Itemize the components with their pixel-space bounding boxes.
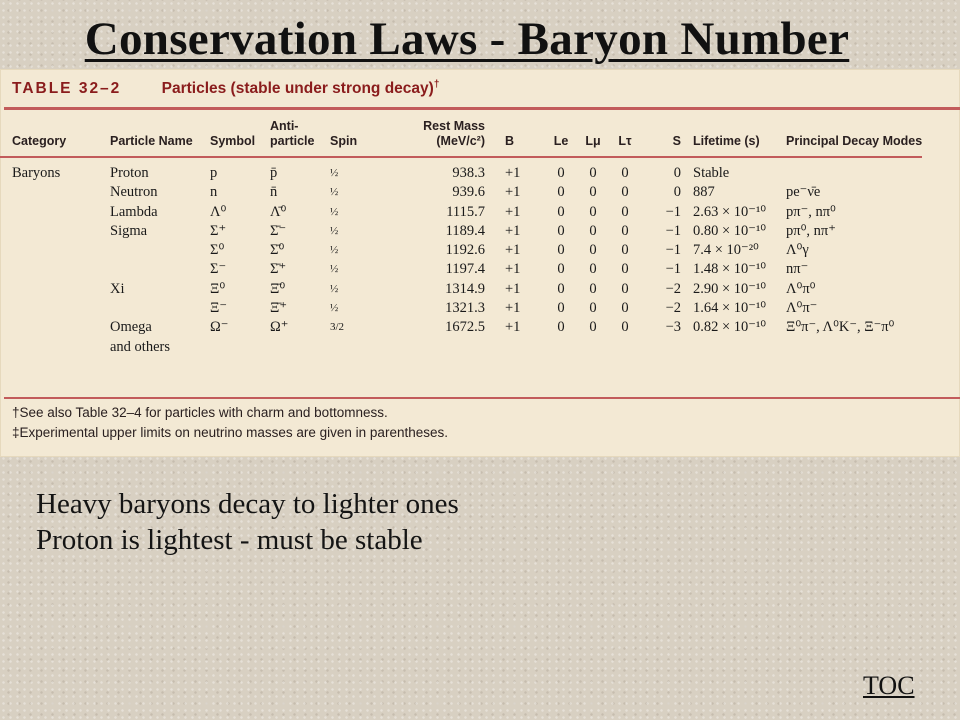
cell-spin: ½ bbox=[330, 244, 339, 257]
table-row bbox=[0, 222, 922, 241]
cell-antiparticle: Λ̄⁰ bbox=[270, 203, 287, 220]
cell-b: +1 bbox=[505, 222, 521, 239]
cell-spin: ½ bbox=[330, 263, 339, 276]
cell-spin: ½ bbox=[330, 205, 339, 218]
header-decay-modes: Principal Decay Modes bbox=[786, 134, 923, 148]
cell-lmu: 0 bbox=[589, 300, 597, 317]
cell-b bbox=[505, 338, 545, 357]
table-heading bbox=[12, 79, 439, 98]
cell-symbol: Σ⁰ bbox=[210, 242, 225, 259]
cell-lmu bbox=[577, 338, 609, 357]
cell-rest-mass: 1321.3 bbox=[445, 300, 485, 317]
cell-particle-name bbox=[110, 241, 210, 260]
cell-lifetime: 2.63 × 10⁻¹⁰ bbox=[693, 203, 767, 220]
cell-s: −3 bbox=[665, 319, 681, 336]
cell-particle-name: Lambda bbox=[110, 203, 158, 220]
cell-le: 0 bbox=[557, 261, 565, 278]
table-footnotes bbox=[12, 403, 448, 443]
cell-category bbox=[0, 338, 110, 357]
cell-ltau: 0 bbox=[621, 242, 629, 259]
cell-le: 0 bbox=[557, 300, 565, 317]
header-le: Le bbox=[553, 134, 569, 148]
table-row bbox=[0, 338, 922, 357]
cell-b: +1 bbox=[505, 184, 521, 201]
table-row bbox=[0, 280, 922, 299]
header-category: Category bbox=[12, 134, 67, 148]
cell-ltau: 0 bbox=[621, 319, 629, 336]
cell-particle-name: Proton bbox=[110, 165, 149, 181]
header-b: B bbox=[505, 134, 515, 148]
cell-category bbox=[0, 299, 110, 318]
cell-decay-modes: pπ⁻, nπ⁰ bbox=[786, 203, 836, 220]
cell-s: −1 bbox=[665, 242, 681, 259]
cell-spin: 3/2 bbox=[330, 321, 345, 334]
cell-b: +1 bbox=[505, 319, 521, 336]
header-rest-mass: Rest Mass (MeV/c²) bbox=[423, 119, 485, 148]
cell-decay-modes: Λ⁰π⁰ bbox=[786, 280, 816, 297]
cell-symbol: Ω⁻ bbox=[210, 319, 229, 336]
cell-ltau: 0 bbox=[621, 203, 629, 220]
cell-le: 0 bbox=[557, 165, 565, 181]
cell-symbol: Σ⁻ bbox=[210, 261, 227, 278]
cell-rest-mass: 1189.4 bbox=[445, 222, 485, 239]
cell-particle-name: Neutron bbox=[110, 184, 158, 201]
cell-spin: ½ bbox=[330, 282, 339, 295]
cell-category bbox=[0, 241, 110, 260]
cell-lifetime: 7.4 × 10⁻²⁰ bbox=[693, 242, 759, 259]
caption-footnote-mark: † bbox=[433, 79, 440, 90]
cell-lifetime: 0.82 × 10⁻¹⁰ bbox=[693, 319, 767, 336]
cell-decay-modes bbox=[786, 338, 922, 357]
cell-spin: ½ bbox=[330, 224, 339, 237]
cell-antiparticle: Ω⁺ bbox=[270, 319, 289, 336]
cell-le: 0 bbox=[557, 184, 565, 201]
cell-particle-name: Xi bbox=[110, 280, 125, 297]
cell-decay-modes: Λ⁰γ bbox=[786, 242, 809, 259]
table-bottom-rule bbox=[4, 397, 960, 399]
header-lmu: Lμ bbox=[585, 134, 601, 148]
cell-ltau: 0 bbox=[621, 184, 629, 201]
cell-s: −1 bbox=[665, 222, 681, 239]
cell-lmu: 0 bbox=[589, 319, 597, 336]
cell-category bbox=[0, 318, 110, 337]
cell-antiparticle bbox=[270, 338, 330, 357]
header-ltau: Lτ bbox=[618, 134, 632, 148]
body-line: Proton is lightest - must be stable bbox=[36, 524, 423, 556]
cell-symbol: Λ⁰ bbox=[210, 203, 227, 220]
cell-b: +1 bbox=[505, 280, 521, 297]
cell-symbol: p bbox=[210, 165, 218, 181]
cell-symbol: n bbox=[210, 184, 218, 201]
cell-rest-mass bbox=[385, 338, 505, 357]
footnote: †See also Table 32–4 for particles with charm and bottomness. bbox=[12, 405, 388, 420]
cell-particle-name: Omega bbox=[110, 319, 152, 336]
cell-lifetime bbox=[693, 338, 786, 357]
cell-antiparticle: Σ̄⁰ bbox=[270, 242, 285, 259]
cell-rest-mass: 1672.5 bbox=[445, 319, 485, 336]
cell-b: +1 bbox=[505, 165, 521, 181]
cell-category: Baryons bbox=[12, 165, 61, 181]
cell-spin bbox=[330, 338, 385, 357]
cell-lmu: 0 bbox=[589, 184, 597, 201]
cell-lmu: 0 bbox=[589, 261, 597, 278]
cell-symbol: Σ⁺ bbox=[210, 222, 227, 239]
cell-ltau: 0 bbox=[621, 222, 629, 239]
cell-decay-modes: pe⁻ν̄e bbox=[786, 184, 821, 201]
particle-table-image bbox=[0, 69, 960, 457]
cell-ltau: 0 bbox=[621, 300, 629, 317]
header-lifetime: Lifetime (s) bbox=[693, 134, 760, 148]
cell-ltau: 0 bbox=[621, 165, 629, 181]
header-symbol: Symbol bbox=[210, 134, 256, 148]
cell-category bbox=[0, 280, 110, 299]
cell-lmu: 0 bbox=[589, 280, 597, 297]
cell-le: 0 bbox=[557, 242, 565, 259]
cell-s: 0 bbox=[673, 165, 681, 181]
cell-rest-mass: 1115.7 bbox=[446, 203, 485, 220]
slide-title: Conservation Laws - Baryon Number bbox=[84, 13, 850, 65]
cell-decay-modes bbox=[786, 158, 922, 183]
header-spin: Spin bbox=[330, 134, 358, 148]
cell-lifetime: 0.80 × 10⁻¹⁰ bbox=[693, 222, 767, 239]
cell-le: 0 bbox=[557, 222, 565, 239]
header-particle-name: Particle Name bbox=[110, 134, 193, 148]
cell-le: 0 bbox=[557, 203, 565, 220]
cell-antiparticle: Σ̄⁺ bbox=[270, 261, 287, 278]
cell-symbol: Ξ⁰ bbox=[210, 280, 226, 297]
table-caption: Particles (stable under strong decay) bbox=[161, 80, 434, 98]
cell-lifetime: 1.64 × 10⁻¹⁰ bbox=[693, 300, 767, 317]
table-row bbox=[0, 260, 922, 279]
cell-particle-name bbox=[110, 299, 210, 318]
table-row bbox=[0, 299, 922, 318]
table-row bbox=[0, 318, 922, 337]
cell-s: −1 bbox=[665, 261, 681, 278]
cell-category bbox=[0, 260, 110, 279]
cell-rest-mass: 1197.4 bbox=[445, 261, 485, 278]
cell-b: +1 bbox=[505, 300, 521, 317]
cell-s: 0 bbox=[673, 184, 681, 201]
table-row bbox=[0, 203, 922, 222]
table-row bbox=[0, 183, 922, 202]
particle-table bbox=[0, 119, 922, 357]
cell-rest-mass: 938.3 bbox=[452, 165, 485, 181]
table-body bbox=[0, 158, 922, 357]
cell-category bbox=[0, 222, 110, 241]
cell-particle-name bbox=[110, 260, 210, 279]
toc-link[interactable]: TOC bbox=[863, 671, 915, 700]
slide-body-text bbox=[36, 486, 459, 558]
cell-decay-modes: pπ⁰, nπ⁺ bbox=[786, 222, 836, 239]
cell-symbol bbox=[210, 338, 270, 357]
cell-lmu: 0 bbox=[589, 165, 597, 181]
cell-s bbox=[641, 338, 693, 357]
cell-decay-modes: nπ⁻ bbox=[786, 261, 809, 278]
header-antiparticle: Anti- particle bbox=[270, 119, 315, 148]
table-row bbox=[0, 241, 922, 260]
cell-b: +1 bbox=[505, 203, 521, 220]
cell-lifetime: Stable bbox=[693, 165, 730, 181]
cell-le: 0 bbox=[557, 280, 565, 297]
table-top-rule bbox=[4, 107, 960, 110]
cell-s: −2 bbox=[665, 280, 681, 297]
cell-rest-mass: 1192.6 bbox=[445, 242, 485, 259]
cell-lmu: 0 bbox=[589, 242, 597, 259]
cell-rest-mass: 939.6 bbox=[452, 184, 485, 201]
cell-antiparticle: Ξ̄⁰ bbox=[270, 280, 286, 297]
footnote: ‡Experimental upper limits on neutrino masses are given in parentheses. bbox=[12, 425, 448, 440]
cell-ltau: 0 bbox=[621, 261, 629, 278]
cell-antiparticle: Ξ̄⁺ bbox=[270, 300, 287, 317]
cell-lmu: 0 bbox=[589, 222, 597, 239]
cell-ltau: 0 bbox=[621, 280, 629, 297]
cell-lmu: 0 bbox=[589, 203, 597, 220]
cell-antiparticle: Σ̄⁻ bbox=[270, 222, 287, 239]
cell-category bbox=[0, 203, 110, 222]
cell-decay-modes: Λ⁰π⁻ bbox=[786, 300, 818, 317]
cell-symbol: Ξ⁻ bbox=[210, 300, 227, 317]
table-row bbox=[0, 158, 922, 183]
cell-le bbox=[545, 338, 577, 357]
table-header-row bbox=[0, 119, 922, 156]
cell-le: 0 bbox=[557, 319, 565, 336]
cell-b: +1 bbox=[505, 242, 521, 259]
cell-antiparticle: p̄ bbox=[270, 165, 278, 181]
header-s: S bbox=[672, 134, 681, 148]
table-number: TABLE 32–2 bbox=[12, 80, 122, 98]
cell-decay-modes: Ξ⁰π⁻, Λ⁰K⁻, Ξ⁻π⁰ bbox=[786, 319, 895, 336]
cell-lifetime: 2.90 × 10⁻¹⁰ bbox=[693, 280, 767, 297]
cell-ltau bbox=[609, 338, 641, 357]
cell-particle-name: Sigma bbox=[110, 222, 148, 239]
cell-spin: ½ bbox=[330, 186, 339, 199]
cell-lifetime: 1.48 × 10⁻¹⁰ bbox=[693, 261, 767, 278]
cell-spin: ½ bbox=[330, 302, 339, 315]
body-line: Heavy baryons decay to lighter ones bbox=[36, 488, 459, 520]
cell-particle-name: and others bbox=[110, 338, 170, 355]
cell-s: −1 bbox=[665, 203, 681, 220]
cell-lifetime: 887 bbox=[693, 184, 715, 201]
cell-spin: ½ bbox=[330, 167, 339, 179]
cell-b: +1 bbox=[505, 261, 521, 278]
cell-rest-mass: 1314.9 bbox=[445, 280, 485, 297]
cell-antiparticle: n̄ bbox=[270, 184, 278, 201]
cell-category bbox=[0, 183, 110, 202]
cell-s: −2 bbox=[665, 300, 681, 317]
